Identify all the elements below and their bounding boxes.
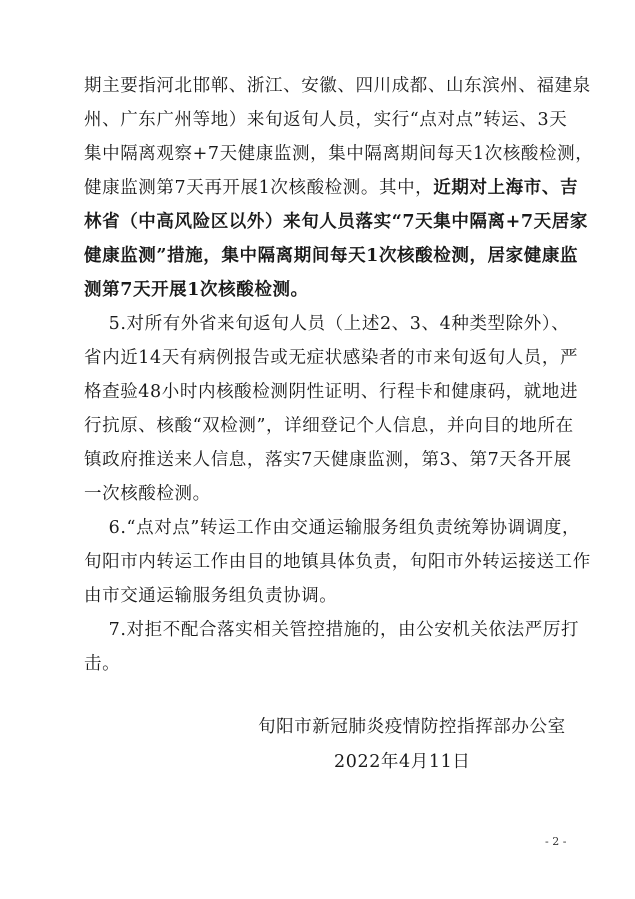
text-run: 行抗原、核酸“双检测”，详细登记个人信息，并向目的地所在 xyxy=(84,416,574,436)
paragraph-7-line-2 xyxy=(84,654,120,674)
text-run: 健康监测第7天再开展1次核酸检测。其中， xyxy=(84,178,434,198)
text-run: 省内近14天有病例报告或无症状感染者的市来旬返旬人员，严 xyxy=(84,348,579,368)
text-run: 州、广东广州等地）来旬返旬人员，实行“点对点”转运、3天 xyxy=(84,110,568,130)
text-run: 镇政府推送来人信息，落实7天健康监测，第3、第7天各开展 xyxy=(84,450,572,470)
paragraph-5-line-4 xyxy=(84,416,574,436)
paragraph-6-line-3 xyxy=(84,586,337,606)
text-run: 由市交通运输服务组负责协调。 xyxy=(84,586,338,606)
bold-text-run: 健康监测”措施，集中隔离期间每天1次核酸检测，居家健康监 xyxy=(84,246,579,266)
text-run: 6.“点对点”转运工作由交通运输服务组负责统筹协调调度， xyxy=(84,518,581,538)
body-line-1 xyxy=(84,76,591,96)
body-line-4 xyxy=(84,178,578,198)
body-line-2 xyxy=(84,110,567,130)
body-line-7 xyxy=(84,280,309,300)
signature-organization: 旬阳市新冠肺炎疫情防控指挥部办公室 xyxy=(258,717,566,737)
text-run: 旬阳市内转运工作由目的地镇具体负责，旬阳市外转运接送工作 xyxy=(84,552,591,572)
bold-text-run: 测第7天开展1次核酸检测。 xyxy=(84,280,309,300)
bold-text-run: 近期对上海市、吉 xyxy=(433,178,579,198)
paragraph-5-line-1 xyxy=(84,314,569,334)
page-number: - 2 - xyxy=(545,835,567,848)
bold-text-run: 林省（中高风险区以外）来旬人员落实“7天集中隔离+7天居家 xyxy=(84,212,588,232)
signature-date: 2022年4月11日 xyxy=(334,752,471,772)
paragraph-5-line-5 xyxy=(84,450,572,470)
body-line-3 xyxy=(84,144,593,164)
text-run: 击。 xyxy=(84,654,121,674)
text-run: 一次核酸检测。 xyxy=(84,484,211,504)
text-run: 7.对拒不配合落实相关管控措施的，由公安机关依法严厉打 xyxy=(84,620,580,640)
paragraph-7-line-1 xyxy=(84,620,579,640)
text-run: 格查验48小时内核酸检测阴性证明、行程卡和健康码，就地进 xyxy=(84,382,579,402)
body-line-6 xyxy=(84,246,578,266)
paragraph-6-line-1 xyxy=(84,518,580,538)
paragraph-6-line-2 xyxy=(84,552,591,572)
paragraph-5-line-3 xyxy=(84,382,578,402)
text-run: 5.对所有外省来旬返旬人员（上述2、3、4种类型除外）、 xyxy=(84,314,570,334)
body-line-5 xyxy=(84,212,588,232)
paragraph-5-line-6 xyxy=(84,484,211,504)
paragraph-5-line-2 xyxy=(84,348,578,368)
text-run: 期主要指河北邯郸、浙江、安徽、四川成都、山东滨州、福建泉 xyxy=(84,76,591,96)
text-run: 集中隔离观察+7天健康监测，集中隔离期间每天1次核酸检测， xyxy=(84,144,594,164)
